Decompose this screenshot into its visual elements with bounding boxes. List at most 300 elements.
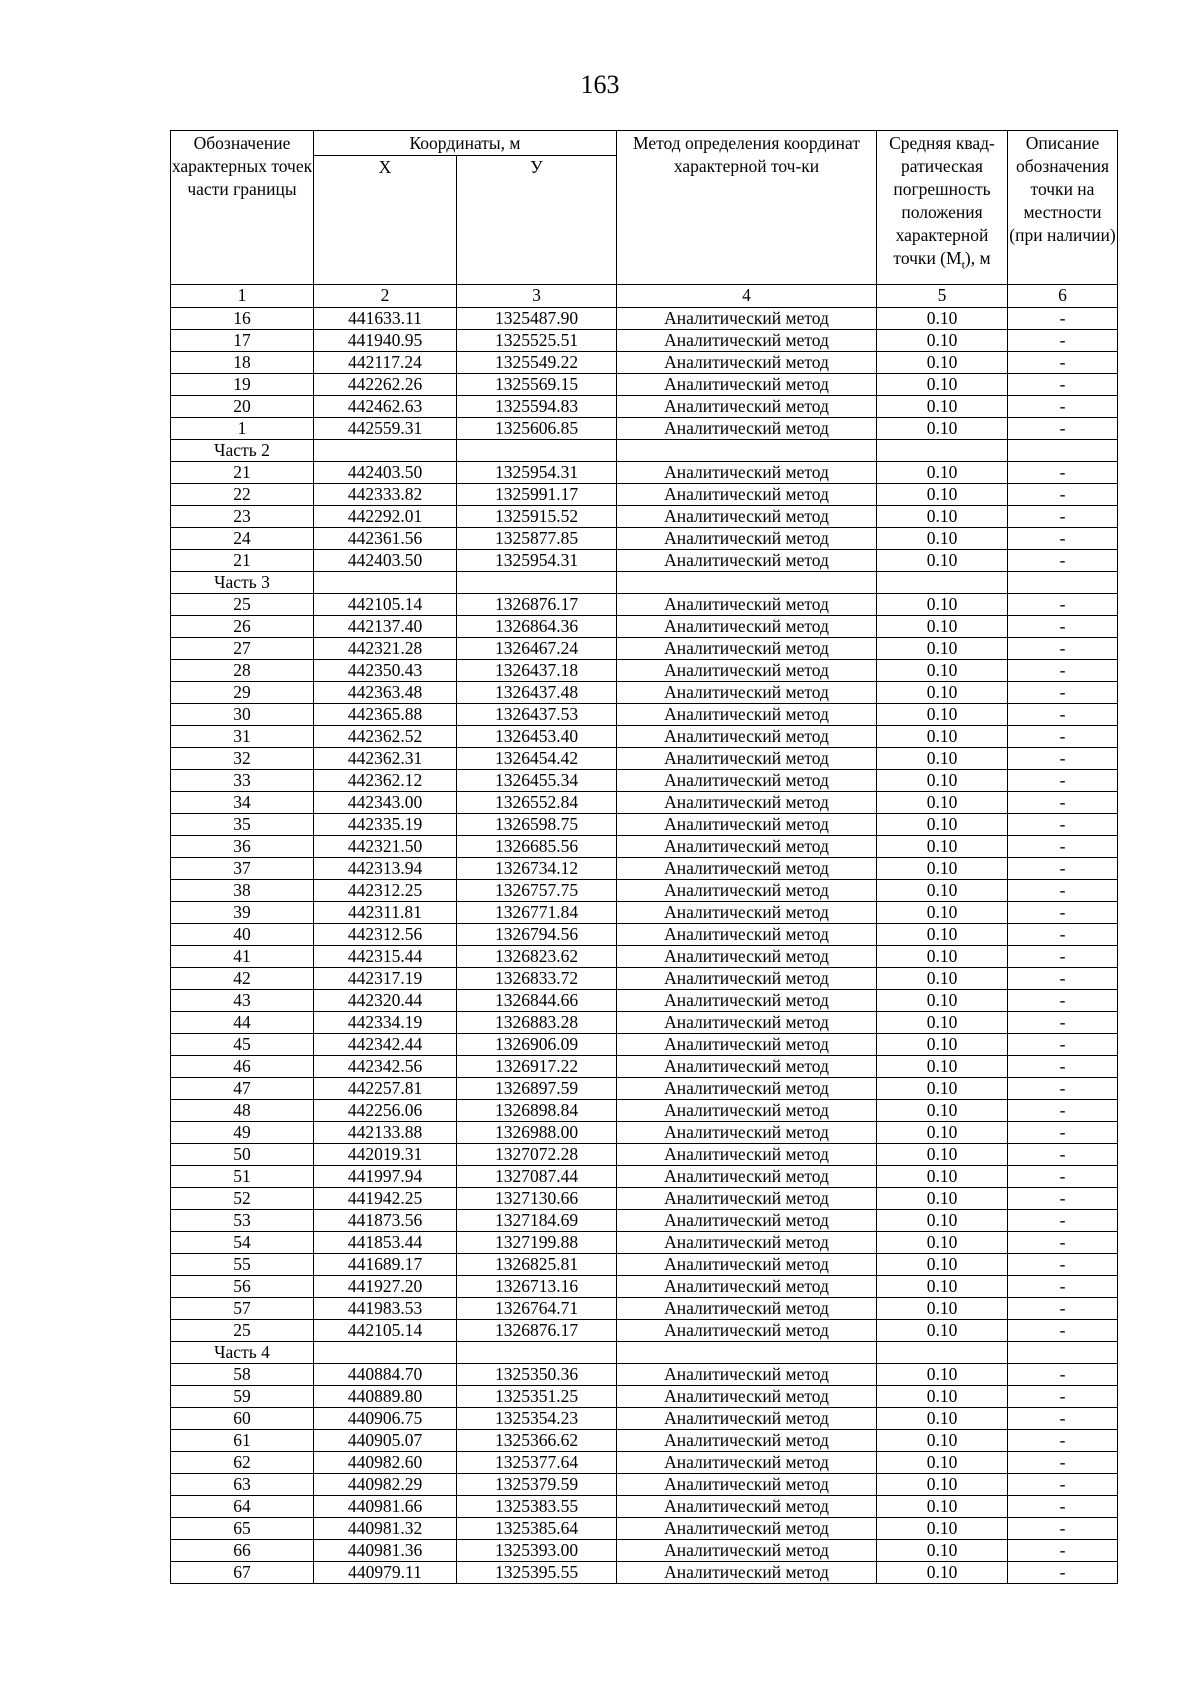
x-coordinate-cell: 442312.25 — [314, 880, 457, 902]
point-id-cell: 49 — [171, 1122, 314, 1144]
method-cell: Аналитический метод — [617, 1254, 877, 1276]
table-row — [171, 396, 1118, 418]
point-id-cell: 35 — [171, 814, 314, 836]
table-row — [171, 946, 1118, 968]
y-coordinate-cell: 1327087.44 — [457, 1166, 617, 1188]
method-cell: Аналитический метод — [617, 418, 877, 440]
table-row — [171, 1364, 1118, 1386]
y-coordinate-cell: 1326437.53 — [457, 704, 617, 726]
description-cell: - — [1008, 726, 1118, 748]
method-cell: Аналитический метод — [617, 814, 877, 836]
description-cell: - — [1008, 792, 1118, 814]
table-body — [171, 308, 1118, 1584]
description-cell: - — [1008, 1078, 1118, 1100]
table-row — [171, 836, 1118, 858]
method-cell: Аналитический метод — [617, 374, 877, 396]
x-coordinate-cell: 442133.88 — [314, 1122, 457, 1144]
accuracy-cell: 0.10 — [877, 726, 1008, 748]
method-cell: Аналитический метод — [617, 1276, 877, 1298]
page-number: 163 — [580, 70, 620, 99]
x-coordinate-cell: 442559.31 — [314, 418, 457, 440]
y-coordinate-cell: 1325351.25 — [457, 1386, 617, 1408]
accuracy-cell: 0.10 — [877, 1408, 1008, 1430]
table-row — [171, 462, 1118, 484]
point-id-cell: 65 — [171, 1518, 314, 1540]
description-cell: - — [1008, 1232, 1118, 1254]
table-row — [171, 1012, 1118, 1034]
header-accuracy-subscript: t — [961, 257, 965, 272]
description-cell: - — [1008, 748, 1118, 770]
description-cell: - — [1008, 880, 1118, 902]
point-id-cell: 36 — [171, 836, 314, 858]
accuracy-cell: 0.10 — [877, 352, 1008, 374]
x-coordinate-cell: 442257.81 — [314, 1078, 457, 1100]
method-cell: Аналитический метод — [617, 1188, 877, 1210]
table-row — [171, 484, 1118, 506]
x-coordinate-cell: 440982.60 — [314, 1452, 457, 1474]
x-coordinate-cell: 442321.28 — [314, 638, 457, 660]
description-cell: - — [1008, 506, 1118, 528]
point-id-cell: 47 — [171, 1078, 314, 1100]
accuracy-cell: 0.10 — [877, 1540, 1008, 1562]
accuracy-cell: 0.10 — [877, 1320, 1008, 1342]
x-coordinate-cell: 442342.56 — [314, 1056, 457, 1078]
method-cell: Аналитический метод — [617, 1430, 877, 1452]
y-coordinate-cell: 1327072.28 — [457, 1144, 617, 1166]
part-header-row — [171, 1342, 1118, 1364]
point-id-cell: 43 — [171, 990, 314, 1012]
table-row — [171, 1254, 1118, 1276]
part-label: Часть 4 — [171, 1342, 314, 1364]
x-coordinate-cell: 442361.56 — [314, 528, 457, 550]
accuracy-cell: 0.10 — [877, 1188, 1008, 1210]
table-row — [171, 1210, 1118, 1232]
point-id-cell: 64 — [171, 1496, 314, 1518]
table-row — [171, 770, 1118, 792]
point-id-cell: 59 — [171, 1386, 314, 1408]
description-cell: - — [1008, 1320, 1118, 1342]
method-cell: Аналитический метод — [617, 1210, 877, 1232]
point-id-cell: 23 — [171, 506, 314, 528]
description-cell: - — [1008, 924, 1118, 946]
header-x: Х — [314, 156, 457, 285]
y-coordinate-cell: 1326876.17 — [457, 594, 617, 616]
header-point: Обозначение характерных точек части границы — [171, 131, 314, 285]
x-coordinate-cell: 441689.17 — [314, 1254, 457, 1276]
table-row — [171, 506, 1118, 528]
accuracy-cell: 0.10 — [877, 1518, 1008, 1540]
x-coordinate-cell: 441940.95 — [314, 330, 457, 352]
description-cell: - — [1008, 616, 1118, 638]
y-coordinate-cell: 1325594.83 — [457, 396, 617, 418]
table-row — [171, 1056, 1118, 1078]
method-cell: Аналитический метод — [617, 924, 877, 946]
accuracy-cell: 0.10 — [877, 550, 1008, 572]
header-method: Метод определения координат характерной точ-ки — [617, 131, 877, 285]
point-id-cell: 37 — [171, 858, 314, 880]
description-cell: - — [1008, 1386, 1118, 1408]
method-cell: Аналитический метод — [617, 858, 877, 880]
point-id-cell: 28 — [171, 660, 314, 682]
empty-cell — [457, 440, 617, 462]
y-coordinate-cell: 1325487.90 — [457, 308, 617, 330]
accuracy-cell: 0.10 — [877, 1166, 1008, 1188]
x-coordinate-cell: 442362.31 — [314, 748, 457, 770]
table-row — [171, 704, 1118, 726]
method-cell: Аналитический метод — [617, 748, 877, 770]
x-coordinate-cell: 442362.52 — [314, 726, 457, 748]
y-coordinate-cell: 1326864.36 — [457, 616, 617, 638]
coordinates-table — [170, 130, 1118, 1584]
x-coordinate-cell: 442335.19 — [314, 814, 457, 836]
method-cell: Аналитический метод — [617, 1122, 877, 1144]
y-coordinate-cell: 1325395.55 — [457, 1562, 617, 1584]
table-row — [171, 330, 1118, 352]
method-cell: Аналитический метод — [617, 1056, 877, 1078]
method-cell: Аналитический метод — [617, 330, 877, 352]
point-id-cell: 40 — [171, 924, 314, 946]
point-id-cell: 20 — [171, 396, 314, 418]
y-coordinate-cell: 1325877.85 — [457, 528, 617, 550]
point-id-cell: 1 — [171, 418, 314, 440]
empty-cell — [617, 1342, 877, 1364]
x-coordinate-cell: 442311.81 — [314, 902, 457, 924]
x-coordinate-cell: 441942.25 — [314, 1188, 457, 1210]
description-cell: - — [1008, 902, 1118, 924]
x-coordinate-cell: 441633.11 — [314, 308, 457, 330]
accuracy-cell: 0.10 — [877, 880, 1008, 902]
x-coordinate-cell: 440981.66 — [314, 1496, 457, 1518]
table-row — [171, 352, 1118, 374]
empty-cell — [314, 1342, 457, 1364]
accuracy-cell: 0.10 — [877, 374, 1008, 396]
table-row — [171, 308, 1118, 330]
description-cell: - — [1008, 1474, 1118, 1496]
column-number: 6 — [1008, 285, 1118, 308]
table-row — [171, 374, 1118, 396]
method-cell: Аналитический метод — [617, 1540, 877, 1562]
table-row — [171, 1188, 1118, 1210]
accuracy-cell: 0.10 — [877, 1232, 1008, 1254]
table-row — [171, 1166, 1118, 1188]
point-id-cell: 46 — [171, 1056, 314, 1078]
point-id-cell: 38 — [171, 880, 314, 902]
y-coordinate-cell: 1325385.64 — [457, 1518, 617, 1540]
point-id-cell: 66 — [171, 1540, 314, 1562]
point-id-cell: 16 — [171, 308, 314, 330]
description-cell: - — [1008, 396, 1118, 418]
y-coordinate-cell: 1325954.31 — [457, 462, 617, 484]
table-row — [171, 924, 1118, 946]
description-cell: - — [1008, 1254, 1118, 1276]
point-id-cell: 27 — [171, 638, 314, 660]
empty-cell — [617, 440, 877, 462]
table-row — [171, 1034, 1118, 1056]
accuracy-cell: 0.10 — [877, 770, 1008, 792]
accuracy-cell: 0.10 — [877, 308, 1008, 330]
point-id-cell: 45 — [171, 1034, 314, 1056]
table-row — [171, 594, 1118, 616]
table-row — [171, 968, 1118, 990]
y-coordinate-cell: 1326757.75 — [457, 880, 617, 902]
point-id-cell: 29 — [171, 682, 314, 704]
accuracy-cell: 0.10 — [877, 1430, 1008, 1452]
table-row — [171, 1496, 1118, 1518]
method-cell: Аналитический метод — [617, 352, 877, 374]
method-cell: Аналитический метод — [617, 880, 877, 902]
description-cell: - — [1008, 1276, 1118, 1298]
description-cell: - — [1008, 1210, 1118, 1232]
x-coordinate-cell: 441983.53 — [314, 1298, 457, 1320]
point-id-cell: 63 — [171, 1474, 314, 1496]
x-coordinate-cell: 442462.63 — [314, 396, 457, 418]
method-cell: Аналитический метод — [617, 308, 877, 330]
x-coordinate-cell: 442292.01 — [314, 506, 457, 528]
accuracy-cell: 0.10 — [877, 462, 1008, 484]
point-id-cell: 34 — [171, 792, 314, 814]
accuracy-cell: 0.10 — [877, 1078, 1008, 1100]
point-id-cell: 48 — [171, 1100, 314, 1122]
method-cell: Аналитический метод — [617, 682, 877, 704]
y-coordinate-cell: 1326898.84 — [457, 1100, 617, 1122]
y-coordinate-cell: 1325549.22 — [457, 352, 617, 374]
description-cell: - — [1008, 1012, 1118, 1034]
accuracy-cell: 0.10 — [877, 836, 1008, 858]
description-cell: - — [1008, 1518, 1118, 1540]
description-cell: - — [1008, 1056, 1118, 1078]
description-cell: - — [1008, 1452, 1118, 1474]
description-cell: - — [1008, 594, 1118, 616]
header-accuracy — [877, 131, 1008, 285]
y-coordinate-cell: 1326713.16 — [457, 1276, 617, 1298]
header-accuracy-text: Средняя квад-ратическая погрешность положения характерной точки (M — [889, 133, 995, 268]
accuracy-cell: 0.10 — [877, 1562, 1008, 1584]
point-id-cell: 41 — [171, 946, 314, 968]
point-id-cell: 30 — [171, 704, 314, 726]
y-coordinate-cell: 1325354.23 — [457, 1408, 617, 1430]
description-cell: - — [1008, 1540, 1118, 1562]
accuracy-cell: 0.10 — [877, 396, 1008, 418]
point-id-cell: 42 — [171, 968, 314, 990]
empty-cell — [314, 572, 457, 594]
method-cell: Аналитический метод — [617, 1034, 877, 1056]
accuracy-cell: 0.10 — [877, 1254, 1008, 1276]
method-cell: Аналитический метод — [617, 616, 877, 638]
x-coordinate-cell: 441997.94 — [314, 1166, 457, 1188]
y-coordinate-cell: 1326883.28 — [457, 1012, 617, 1034]
column-number: 1 — [171, 285, 314, 308]
table-row — [171, 660, 1118, 682]
x-coordinate-cell: 442137.40 — [314, 616, 457, 638]
x-coordinate-cell: 442343.00 — [314, 792, 457, 814]
method-cell: Аналитический метод — [617, 660, 877, 682]
empty-cell — [877, 572, 1008, 594]
accuracy-cell: 0.10 — [877, 528, 1008, 550]
description-cell: - — [1008, 770, 1118, 792]
accuracy-cell: 0.10 — [877, 418, 1008, 440]
y-coordinate-cell: 1325366.62 — [457, 1430, 617, 1452]
header-description: Описание обозначения точки на местности (при наличии) — [1008, 131, 1118, 285]
part-header-row — [171, 440, 1118, 462]
y-coordinate-cell: 1326764.71 — [457, 1298, 617, 1320]
method-cell: Аналитический метод — [617, 1144, 877, 1166]
column-number: 2 — [314, 285, 457, 308]
x-coordinate-cell: 442105.14 — [314, 1320, 457, 1342]
method-cell: Аналитический метод — [617, 1166, 877, 1188]
method-cell: Аналитический метод — [617, 836, 877, 858]
x-coordinate-cell: 441927.20 — [314, 1276, 457, 1298]
description-cell: - — [1008, 968, 1118, 990]
accuracy-cell: 0.10 — [877, 660, 1008, 682]
empty-cell — [1008, 440, 1118, 462]
x-coordinate-cell: 442117.24 — [314, 352, 457, 374]
table-row — [171, 1518, 1118, 1540]
description-cell: - — [1008, 550, 1118, 572]
description-cell: - — [1008, 484, 1118, 506]
x-coordinate-cell: 442320.44 — [314, 990, 457, 1012]
point-id-cell: 21 — [171, 550, 314, 572]
table-row — [171, 1540, 1118, 1562]
x-coordinate-cell: 442312.56 — [314, 924, 457, 946]
point-id-cell: 22 — [171, 484, 314, 506]
description-cell: - — [1008, 1166, 1118, 1188]
y-coordinate-cell: 1326455.34 — [457, 770, 617, 792]
x-coordinate-cell: 441873.56 — [314, 1210, 457, 1232]
table-row — [171, 682, 1118, 704]
y-coordinate-cell: 1326794.56 — [457, 924, 617, 946]
description-cell: - — [1008, 1188, 1118, 1210]
table-row — [171, 748, 1118, 770]
point-id-cell: 19 — [171, 374, 314, 396]
description-cell: - — [1008, 858, 1118, 880]
point-id-cell: 21 — [171, 462, 314, 484]
empty-cell — [877, 440, 1008, 462]
x-coordinate-cell: 442105.14 — [314, 594, 457, 616]
y-coordinate-cell: 1325606.85 — [457, 418, 617, 440]
y-coordinate-cell: 1326467.24 — [457, 638, 617, 660]
y-coordinate-cell: 1326552.84 — [457, 792, 617, 814]
empty-cell — [457, 572, 617, 594]
description-cell: - — [1008, 836, 1118, 858]
description-cell: - — [1008, 462, 1118, 484]
method-cell: Аналитический метод — [617, 528, 877, 550]
method-cell: Аналитический метод — [617, 968, 877, 990]
accuracy-cell: 0.10 — [877, 858, 1008, 880]
y-coordinate-cell: 1326453.40 — [457, 726, 617, 748]
y-coordinate-cell: 1325383.55 — [457, 1496, 617, 1518]
y-coordinate-cell: 1325525.51 — [457, 330, 617, 352]
x-coordinate-cell: 442362.12 — [314, 770, 457, 792]
accuracy-cell: 0.10 — [877, 1144, 1008, 1166]
y-coordinate-cell: 1326734.12 — [457, 858, 617, 880]
y-coordinate-cell: 1326876.17 — [457, 1320, 617, 1342]
point-id-cell: 17 — [171, 330, 314, 352]
method-cell: Аналитический метод — [617, 1496, 877, 1518]
empty-cell — [877, 1342, 1008, 1364]
accuracy-cell: 0.10 — [877, 1386, 1008, 1408]
table-row — [171, 1386, 1118, 1408]
method-cell: Аналитический метод — [617, 704, 877, 726]
method-cell: Аналитический метод — [617, 902, 877, 924]
empty-cell — [617, 572, 877, 594]
method-cell: Аналитический метод — [617, 1320, 877, 1342]
table-row — [171, 726, 1118, 748]
method-cell: Аналитический метод — [617, 990, 877, 1012]
header-accuracy-unit: ), м — [964, 248, 991, 268]
y-coordinate-cell: 1326454.42 — [457, 748, 617, 770]
description-cell: - — [1008, 308, 1118, 330]
method-cell: Аналитический метод — [617, 1518, 877, 1540]
y-coordinate-cell: 1325377.64 — [457, 1452, 617, 1474]
method-cell: Аналитический метод — [617, 1452, 877, 1474]
description-cell: - — [1008, 418, 1118, 440]
point-id-cell: 44 — [171, 1012, 314, 1034]
description-cell: - — [1008, 1034, 1118, 1056]
method-cell: Аналитический метод — [617, 550, 877, 572]
point-id-cell: 53 — [171, 1210, 314, 1232]
description-cell: - — [1008, 660, 1118, 682]
column-number: 5 — [877, 285, 1008, 308]
description-cell: - — [1008, 528, 1118, 550]
description-cell: - — [1008, 352, 1118, 374]
accuracy-cell: 0.10 — [877, 616, 1008, 638]
empty-cell — [314, 440, 457, 462]
empty-cell — [457, 1342, 617, 1364]
description-cell: - — [1008, 374, 1118, 396]
accuracy-cell: 0.10 — [877, 682, 1008, 704]
method-cell: Аналитический метод — [617, 1474, 877, 1496]
x-coordinate-cell: 442317.19 — [314, 968, 457, 990]
accuracy-cell: 0.10 — [877, 946, 1008, 968]
y-coordinate-cell: 1326988.00 — [457, 1122, 617, 1144]
point-id-cell: 50 — [171, 1144, 314, 1166]
x-coordinate-cell: 440982.29 — [314, 1474, 457, 1496]
y-coordinate-cell: 1325915.52 — [457, 506, 617, 528]
accuracy-cell: 0.10 — [877, 924, 1008, 946]
accuracy-cell: 0.10 — [877, 1012, 1008, 1034]
table-row — [171, 1298, 1118, 1320]
accuracy-cell: 0.10 — [877, 814, 1008, 836]
accuracy-cell: 0.10 — [877, 330, 1008, 352]
table-row — [171, 902, 1118, 924]
description-cell: - — [1008, 638, 1118, 660]
x-coordinate-cell: 442334.19 — [314, 1012, 457, 1034]
table-row — [171, 880, 1118, 902]
point-id-cell: 26 — [171, 616, 314, 638]
column-number-row — [171, 285, 1118, 308]
point-id-cell: 25 — [171, 594, 314, 616]
table-row — [171, 1408, 1118, 1430]
table-row — [171, 1144, 1118, 1166]
accuracy-cell: 0.10 — [877, 1100, 1008, 1122]
y-coordinate-cell: 1326833.72 — [457, 968, 617, 990]
point-id-cell: 54 — [171, 1232, 314, 1254]
x-coordinate-cell: 442350.43 — [314, 660, 457, 682]
part-label: Часть 3 — [171, 572, 314, 594]
point-id-cell: 51 — [171, 1166, 314, 1188]
point-id-cell: 52 — [171, 1188, 314, 1210]
y-coordinate-cell: 1326685.56 — [457, 836, 617, 858]
x-coordinate-cell: 442256.06 — [314, 1100, 457, 1122]
x-coordinate-cell: 440981.36 — [314, 1540, 457, 1562]
accuracy-cell: 0.10 — [877, 1034, 1008, 1056]
description-cell: - — [1008, 682, 1118, 704]
point-id-cell: 60 — [171, 1408, 314, 1430]
table-row — [171, 1100, 1118, 1122]
part-label: Часть 2 — [171, 440, 314, 462]
y-coordinate-cell: 1326844.66 — [457, 990, 617, 1012]
table-row — [171, 1474, 1118, 1496]
